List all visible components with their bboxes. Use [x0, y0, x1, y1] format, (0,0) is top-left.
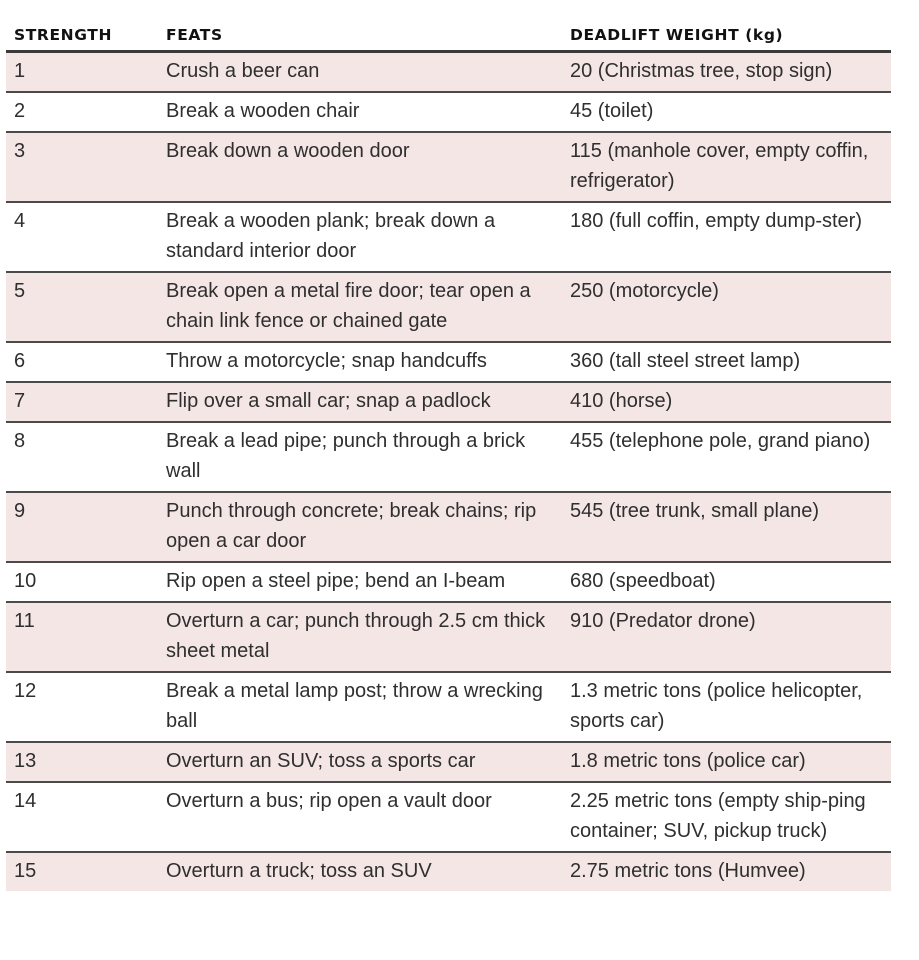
- table-row: [6, 422, 891, 492]
- strength-cell: 13: [6, 742, 158, 782]
- strength-cell: 3: [6, 132, 158, 202]
- table-row: [6, 742, 891, 782]
- weight-cell: 410 (horse): [562, 382, 891, 422]
- table-row: [6, 562, 891, 602]
- header-feats: FEATS: [158, 22, 562, 52]
- header-deadlift-weight: DEADLIFT WEIGHT (kg): [562, 22, 891, 52]
- weight-cell: 1.8 metric tons (police car): [562, 742, 891, 782]
- table-row: [6, 852, 891, 891]
- table-row: [6, 92, 891, 132]
- weight-cell: 455 (telephone pole, grand piano): [562, 422, 891, 492]
- table-row: [6, 672, 891, 742]
- weight-cell: 1.3 metric tons (police helicopter, sports car): [562, 672, 891, 742]
- weight-cell: 115 (manhole cover, empty coffin, refrigerator): [562, 132, 891, 202]
- strength-cell: 15: [6, 852, 158, 891]
- feats-cell: Break a wooden chair: [158, 92, 562, 132]
- feats-cell: Break a wooden plank; break down a standard interior door: [158, 202, 562, 272]
- weight-cell: 545 (tree trunk, small plane): [562, 492, 891, 562]
- weight-cell: 180 (full coffin, empty dump-ster): [562, 202, 891, 272]
- table-row: [6, 602, 891, 672]
- feats-cell: Punch through concrete; break chains; rip open a car door: [158, 492, 562, 562]
- table-row: [6, 782, 891, 852]
- feats-cell: Rip open a steel pipe; bend an I-beam: [158, 562, 562, 602]
- table-row: [6, 492, 891, 562]
- strength-feats-table: [6, 22, 891, 891]
- table-row: [6, 202, 891, 272]
- strength-cell: 6: [6, 342, 158, 382]
- strength-cell: 1: [6, 52, 158, 93]
- strength-cell: 12: [6, 672, 158, 742]
- strength-cell: 7: [6, 382, 158, 422]
- feats-cell: Break a metal lamp post; throw a wrecking ball: [158, 672, 562, 742]
- table-row: [6, 382, 891, 422]
- weight-cell: 2.25 metric tons (empty ship-ping container; SUV, pickup truck): [562, 782, 891, 852]
- header-strength: STRENGTH: [6, 22, 158, 52]
- feats-cell: Overturn an SUV; toss a sports car: [158, 742, 562, 782]
- table-header-row: [6, 22, 891, 52]
- table-row: [6, 342, 891, 382]
- feats-cell: Overturn a truck; toss an SUV: [158, 852, 562, 891]
- strength-cell: 11: [6, 602, 158, 672]
- feats-cell: Break down a wooden door: [158, 132, 562, 202]
- strength-cell: 14: [6, 782, 158, 852]
- weight-cell: 2.75 metric tons (Humvee): [562, 852, 891, 891]
- feats-cell: Throw a motorcycle; snap handcuffs: [158, 342, 562, 382]
- table-row: [6, 132, 891, 202]
- feats-cell: Overturn a bus; rip open a vault door: [158, 782, 562, 852]
- weight-cell: 680 (speedboat): [562, 562, 891, 602]
- strength-cell: 4: [6, 202, 158, 272]
- weight-cell: 20 (Christmas tree, stop sign): [562, 52, 891, 93]
- feats-cell: Break a lead pipe; punch through a brick wall: [158, 422, 562, 492]
- table-row: [6, 272, 891, 342]
- feats-cell: Overturn a car; punch through 2.5 cm thick sheet metal: [158, 602, 562, 672]
- weight-cell: 910 (Predator drone): [562, 602, 891, 672]
- feats-cell: Crush a beer can: [158, 52, 562, 93]
- feats-cell: Flip over a small car; snap a padlock: [158, 382, 562, 422]
- weight-cell: 250 (motorcycle): [562, 272, 891, 342]
- strength-cell: 2: [6, 92, 158, 132]
- strength-cell: 10: [6, 562, 158, 602]
- weight-cell: 45 (toilet): [562, 92, 891, 132]
- strength-cell: 9: [6, 492, 158, 562]
- feats-cell: Break open a metal fire door; tear open a chain link fence or chained gate: [158, 272, 562, 342]
- strength-cell: 8: [6, 422, 158, 492]
- table-row: [6, 52, 891, 93]
- strength-cell: 5: [6, 272, 158, 342]
- weight-cell: 360 (tall steel street lamp): [562, 342, 891, 382]
